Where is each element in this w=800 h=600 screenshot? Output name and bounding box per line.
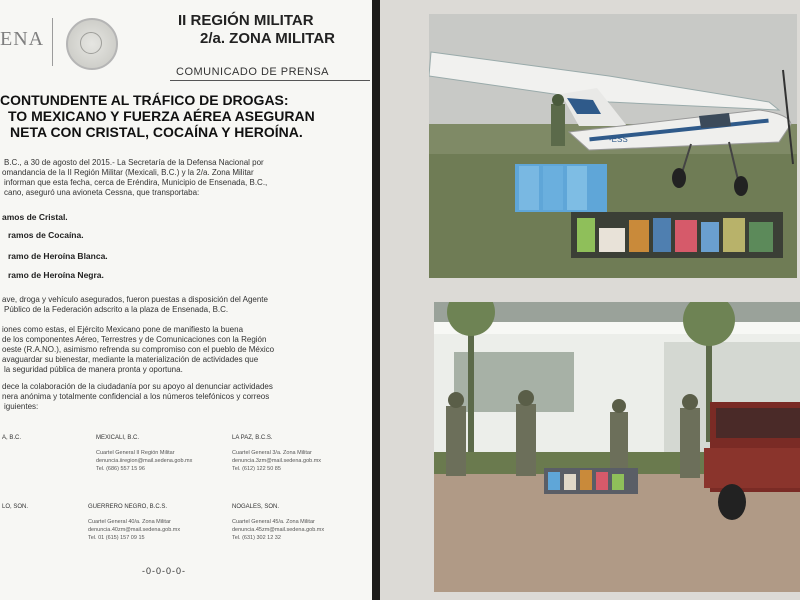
press-release-label: COMUNICADO DE PRENSA bbox=[176, 66, 330, 78]
contact-city: NOGALES, SON. bbox=[232, 504, 280, 510]
gratitude-line: iguientes: bbox=[4, 402, 39, 411]
contact-email: denuncia.iiregion@mail.sedena.gob.mx bbox=[96, 458, 193, 464]
contact-city: A, B.C. bbox=[2, 435, 22, 441]
end-mark: -0-0-0-0- bbox=[142, 566, 187, 576]
press-rule-divider bbox=[170, 80, 370, 81]
contact-city: MEXICALI, B.C. bbox=[96, 435, 140, 441]
zone-title: 2/a. ZONA MILITAR bbox=[200, 30, 335, 47]
sedena-logo-text: ENA bbox=[0, 28, 45, 50]
seized-item: ramo de Heroína Negra. bbox=[8, 270, 104, 280]
contact-email: denuncia.40zm@mail.sedena.gob.mx bbox=[88, 527, 181, 533]
actions-line: avaguardar su bienestar, mediante la materialización de actividades que bbox=[2, 355, 259, 364]
aircraft-registration: -ESS bbox=[609, 135, 628, 144]
contact-phone: Tel. (631) 302 12 32 bbox=[232, 535, 281, 541]
intro-line: omandancia de la II Región Militar (Mexicali, B.C.) y la 2/a. Zona Militar bbox=[2, 168, 254, 177]
photo-page bbox=[372, 0, 800, 600]
contact-hq: Cuartel General II Región Militar bbox=[96, 450, 175, 456]
press-release-page bbox=[0, 0, 372, 600]
contact-block bbox=[232, 503, 352, 542]
contact-block bbox=[96, 434, 216, 473]
contact-phone: Tel. (686) 557 15 96 bbox=[96, 466, 145, 472]
aircraft-photo-drawing bbox=[429, 14, 797, 278]
headline-line: CONTUNDENTE AL TRÁFICO DE DROGAS: bbox=[0, 92, 289, 108]
contact-hq: Cuartel General 3/a. Zona Militar bbox=[232, 450, 312, 456]
actions-line: de los componentes Aéreo, Terrestres y de Comunicaciones con la Región bbox=[2, 335, 267, 344]
contact-block bbox=[232, 434, 352, 473]
soldiers-photo bbox=[434, 302, 800, 592]
contact-city: GUERRERO NEGRO, B.C.S. bbox=[88, 504, 168, 510]
contact-phone: Tel. (612) 122 50 85 bbox=[232, 466, 281, 472]
intro-line: informan que esta fecha, cerca de Eréndira, Municipio de Ensenada, B.C., bbox=[4, 178, 268, 187]
soldiers-photo-drawing bbox=[434, 302, 800, 592]
seized-item: ramos de Cocaína. bbox=[8, 230, 84, 240]
custody-line: Público de la Federación adscrito a la plaza de Ensenada, B.C. bbox=[4, 305, 229, 314]
headline-line: TO MEXICANO Y FUERZA AÉREA ASEGURAN bbox=[8, 108, 315, 124]
region-title: II REGIÓN MILITAR bbox=[178, 12, 314, 29]
intro-line: cano, aseguró una avioneta Cessna, que transportaba: bbox=[4, 188, 200, 197]
seized-item: ramo de Heroína Blanca. bbox=[8, 251, 108, 261]
headline-line: NETA CON CRISTAL, COCAÍNA Y HEROÍNA. bbox=[10, 124, 303, 140]
contact-city: LA PAZ, B.C.S. bbox=[232, 435, 273, 441]
gratitude-line: dece la colaboración de la ciudadanía por su apoyo al denunciar actividades bbox=[2, 382, 273, 391]
actions-line: la seguridad pública de manera pronta y oportuna. bbox=[4, 365, 183, 374]
contact-phone: Tel. 01 (615) 157 09 15 bbox=[88, 535, 145, 541]
contact-city: LO, SON. bbox=[2, 504, 29, 510]
contact-email: denuncia.45zm@mail.sedena.gob.mx bbox=[232, 527, 325, 533]
mexico-seal-icon bbox=[66, 18, 118, 70]
seized-item: amos de Cristal. bbox=[2, 212, 68, 222]
aircraft-photo bbox=[429, 14, 797, 278]
gratitude-line: nera anónima y totalmente confidencial a los números telefónicos y correos bbox=[2, 392, 270, 401]
custody-line: ave, droga y vehículo asegurados, fueron puestas a disposición del Agente bbox=[2, 295, 268, 304]
logo-divider bbox=[52, 18, 53, 66]
actions-line: iones como estas, el Ejército Mexicano pone de manifiesto la buena bbox=[2, 325, 244, 334]
actions-line: oeste (R.A.NO.), asimismo refrenda su compromiso con el pueblo de México bbox=[2, 345, 275, 354]
contact-email: denuncia.3zm@mail.sedena.gob.mx bbox=[232, 458, 322, 464]
intro-line: B.C., a 30 de agosto del 2015.- La Secretaría de la Defensa Nacional por bbox=[4, 158, 264, 167]
contact-hq: Cuartel General 40/a. Zona Militar bbox=[88, 519, 171, 525]
contact-block bbox=[88, 503, 208, 542]
contact-hq: Cuartel General 45/a. Zona Militar bbox=[232, 519, 315, 525]
